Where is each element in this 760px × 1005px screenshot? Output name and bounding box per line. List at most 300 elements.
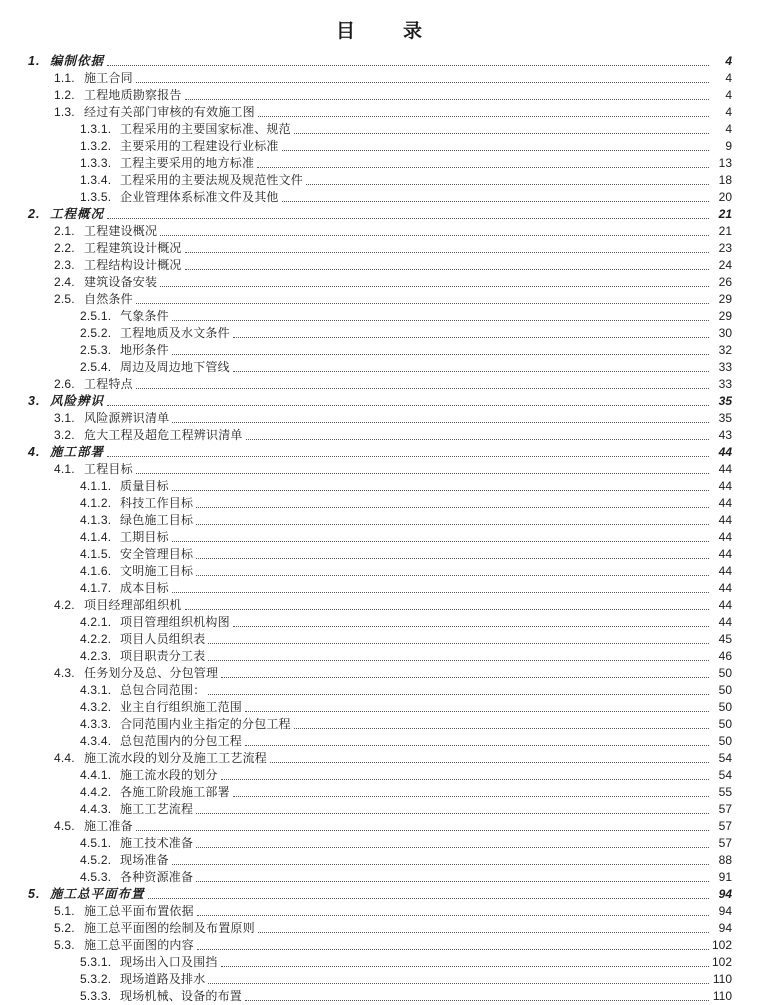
toc-entry[interactable] — [28, 87, 732, 104]
toc-entry[interactable] — [28, 376, 732, 393]
toc-entry-number: 2.1. — [54, 224, 75, 238]
toc-entry-label — [54, 104, 255, 121]
toc-entry[interactable] — [28, 53, 732, 70]
toc-leader-dots — [221, 957, 709, 967]
toc-entry-page: 54 — [718, 768, 732, 782]
toc-entry[interactable] — [28, 206, 732, 223]
toc-leader-dots — [221, 770, 709, 780]
toc-entry[interactable] — [28, 563, 732, 580]
toc-entry-number: 4.1.6. — [80, 564, 112, 578]
toc-entry-number: 1.2. — [54, 88, 75, 102]
toc-entry-title: 文明施工目标 — [120, 564, 194, 578]
toc-entry-label — [54, 665, 218, 682]
toc-entry-number: 1.3.3. — [80, 156, 112, 170]
toc-leader-dots — [185, 260, 709, 270]
toc-entry-page: 21 — [718, 207, 732, 221]
toc-entry-label — [80, 614, 230, 631]
toc-entry-number: 4. — [28, 445, 41, 459]
toc-entry-title: 业主自行组织施工范围 — [120, 700, 243, 714]
toc-leader-dots — [282, 141, 709, 151]
toc-entry-label — [54, 291, 133, 308]
toc-entry-label — [54, 461, 133, 478]
toc-entry-page: 91 — [718, 870, 732, 884]
toc-entry[interactable] — [28, 240, 732, 257]
toc-leader-dots — [172, 345, 709, 355]
toc-entry-number: 2.4. — [54, 275, 75, 289]
toc-entry[interactable] — [28, 393, 732, 410]
toc-entry[interactable] — [28, 716, 732, 733]
toc-entry[interactable] — [28, 444, 732, 461]
toc-entry-label — [80, 478, 169, 495]
toc-entry[interactable] — [28, 767, 732, 784]
toc-entry-page: 94 — [718, 921, 732, 935]
toc-entry-label — [80, 155, 254, 172]
toc-entry-title: 现场准备 — [120, 853, 169, 867]
toc-leader-dots — [245, 702, 709, 712]
toc-entry-title: 各种资源准备 — [120, 870, 194, 884]
toc-leader-dots — [107, 56, 709, 66]
toc-leader-dots — [257, 158, 709, 168]
toc-entry-title: 危大工程及超危工程辨识清单 — [84, 428, 243, 442]
toc-entry-number: 1. — [28, 54, 41, 68]
toc-leader-dots — [107, 209, 709, 219]
toc-entry[interactable] — [28, 70, 732, 87]
toc-entry[interactable] — [28, 937, 732, 954]
toc-entry-number: 5.2. — [54, 921, 75, 935]
toc-entry[interactable] — [28, 852, 732, 869]
toc-entry-page: 35 — [718, 394, 732, 408]
toc-entry-title: 主要采用的工程建设行业标准 — [120, 139, 279, 153]
toc-entry-page: 9 — [725, 139, 732, 153]
toc-leader-dots — [136, 294, 709, 304]
toc-entry-title: 绿色施工目标 — [120, 513, 194, 527]
toc-entry-number: 4.4.3. — [80, 802, 112, 816]
toc-entry-label — [54, 240, 182, 257]
toc-entry-label — [54, 376, 133, 393]
toc-entry[interactable] — [28, 580, 732, 597]
toc-entry-page: 55 — [718, 785, 732, 799]
toc-leader-dots — [107, 447, 709, 457]
toc-entry-number: 4.4. — [54, 751, 75, 765]
toc-entry-page: 21 — [718, 224, 732, 238]
toc-leader-dots — [172, 311, 709, 321]
toc-entry-label — [80, 852, 169, 869]
toc-leader-dots — [306, 175, 709, 185]
toc-entry-page: 94 — [718, 904, 732, 918]
toc-entry-page: 50 — [718, 666, 732, 680]
toc-leader-dots — [196, 838, 709, 848]
toc-entry-page: 13 — [718, 156, 732, 170]
toc-entry-title: 施工部署 — [50, 445, 105, 459]
toc-leader-dots — [233, 617, 709, 627]
toc-entry-number: 4.2.1. — [80, 615, 112, 629]
toc-entry[interactable] — [28, 359, 732, 376]
toc-entry-title: 建筑设备安装 — [84, 275, 158, 289]
toc-entry[interactable] — [28, 920, 732, 937]
toc-entry-label — [54, 410, 169, 427]
toc-entry-title: 现场出入口及围挡 — [120, 955, 218, 969]
toc-entry-number: 2.2. — [54, 241, 75, 255]
toc-entry-page: 29 — [718, 292, 732, 306]
toc-entry-label — [80, 784, 230, 801]
toc-entry-page: 30 — [718, 326, 732, 340]
toc-entry-title: 项目管理组织机构图 — [120, 615, 230, 629]
toc-entry-label — [80, 495, 193, 512]
toc-entry-title: 地形条件 — [120, 343, 169, 357]
toc-entry[interactable] — [28, 257, 732, 274]
toc-entry-title: 施工技术准备 — [120, 836, 194, 850]
toc-entry-title: 工期目标 — [120, 530, 169, 544]
toc-leader-dots — [196, 515, 709, 525]
toc-entry-page: 44 — [718, 513, 732, 527]
toc-leader-dots — [246, 430, 709, 440]
toc-entry-number: 5.3.3. — [80, 989, 112, 1003]
toc-entry-label — [54, 597, 182, 614]
toc-entry-number: 4.4.2. — [80, 785, 112, 799]
toc-entry[interactable] — [28, 274, 732, 291]
toc-entry-page: 44 — [718, 547, 732, 561]
toc-entry-title: 项目职责分工表 — [120, 649, 206, 663]
toc-entry-number: 5.3. — [54, 938, 75, 952]
toc-entry-title: 工程采用的主要法规及规范性文件 — [120, 173, 304, 187]
toc-entry[interactable] — [28, 665, 732, 682]
toc-entry-label — [80, 699, 242, 716]
toc-entry-title: 施工流水段的划分 — [120, 768, 218, 782]
toc-entry-number: 2. — [28, 207, 41, 221]
toc-entry-label — [80, 529, 169, 546]
toc-entry-label — [54, 70, 133, 87]
toc-entry-page: 54 — [718, 751, 732, 765]
toc-entry-number: 4.2.2. — [80, 632, 112, 646]
toc-entry-page: 4 — [725, 105, 732, 119]
toc-entry-page: 50 — [718, 700, 732, 714]
toc-entry-label — [80, 121, 291, 138]
toc-entry-page: 46 — [718, 649, 732, 663]
toc-entry-page: 50 — [718, 683, 732, 697]
toc-entry[interactable] — [28, 835, 732, 852]
toc-leader-dots — [185, 243, 709, 253]
toc-leader-dots — [196, 549, 709, 559]
toc-entry-title: 气象条件 — [120, 309, 169, 323]
toc-entry-title: 质量目标 — [120, 479, 169, 493]
toc-entry-title: 工程概况 — [50, 207, 105, 221]
toc-entry-number: 5.1. — [54, 904, 75, 918]
toc-leader-dots — [258, 923, 709, 933]
toc-entry-number: 2.5.3. — [80, 343, 112, 357]
toc-entry-label — [80, 988, 242, 1005]
toc-entry[interactable] — [28, 529, 732, 546]
toc-entry-page: 102 — [711, 938, 732, 952]
toc-entry-title: 工程地质及水文条件 — [120, 326, 230, 340]
toc-entry-title: 任务划分及总、分包管理 — [84, 666, 219, 680]
toc-entry-label — [80, 648, 205, 665]
toc-entry-label — [80, 835, 193, 852]
toc-entry-label — [80, 767, 218, 784]
toc-entry-label — [80, 172, 303, 189]
toc-entry-title: 施工工艺流程 — [120, 802, 194, 816]
toc-entry-page: 44 — [718, 615, 732, 629]
toc-entry-title: 施工总平面图的绘制及布置原则 — [84, 921, 255, 935]
toc-entry-label — [80, 682, 205, 699]
toc-entry-number: 4.3. — [54, 666, 75, 680]
toc-entry[interactable] — [28, 750, 732, 767]
toc-leader-dots — [208, 685, 709, 695]
toc-entry-number: 4.2. — [54, 598, 75, 612]
toc-leader-dots — [245, 991, 709, 1001]
toc-entry-page: 88 — [718, 853, 732, 867]
table-of-contents — [28, 53, 732, 1005]
toc-entry[interactable] — [28, 189, 732, 206]
toc-leader-dots — [197, 906, 709, 916]
toc-leader-dots — [107, 396, 709, 406]
toc-entry-number: 5.3.1. — [80, 955, 112, 969]
toc-entry[interactable] — [28, 512, 732, 529]
toc-entry[interactable] — [28, 614, 732, 631]
toc-entry[interactable] — [28, 410, 732, 427]
toc-leader-dots — [233, 328, 709, 338]
toc-entry-number: 4.3.2. — [80, 700, 112, 714]
toc-entry-page: 33 — [718, 360, 732, 374]
toc-entry[interactable] — [28, 971, 732, 988]
toc-leader-dots — [196, 804, 709, 814]
toc-entry[interactable] — [28, 546, 732, 563]
toc-leader-dots — [172, 583, 709, 593]
toc-entry[interactable] — [28, 903, 732, 920]
toc-entry-number: 1.3.4. — [80, 173, 112, 187]
toc-entry-title: 工程特点 — [84, 377, 133, 391]
toc-entry[interactable] — [28, 954, 732, 971]
toc-entry-title: 项目人员组织表 — [120, 632, 206, 646]
toc-entry-number: 4.1.3. — [80, 513, 112, 527]
toc-entry-title: 施工合同 — [84, 71, 133, 85]
toc-entry-page: 50 — [718, 734, 732, 748]
toc-entry-number: 4.5.3. — [80, 870, 112, 884]
toc-entry-number: 2.5. — [54, 292, 75, 306]
toc-entry[interactable] — [28, 291, 732, 308]
toc-entry-page: 44 — [718, 598, 732, 612]
toc-entry-title: 工程主要采用的地方标准 — [120, 156, 255, 170]
toc-entry[interactable] — [28, 988, 732, 1005]
toc-entry-number: 4.1. — [54, 462, 75, 476]
toc-entry-label — [54, 920, 255, 937]
toc-leader-dots — [196, 498, 709, 508]
toc-entry-number: 5.3.2. — [80, 972, 112, 986]
toc-entry[interactable] — [28, 784, 732, 801]
toc-entry[interactable] — [28, 597, 732, 614]
toc-entry-label — [28, 206, 104, 223]
toc-entry[interactable] — [28, 223, 732, 240]
toc-entry-page: 102 — [711, 955, 732, 969]
toc-entry-label — [80, 359, 230, 376]
toc-entry-title: 周边及周边地下管线 — [120, 360, 230, 374]
toc-leader-dots — [233, 787, 709, 797]
toc-leader-dots — [160, 277, 709, 287]
toc-entry-number: 3. — [28, 394, 41, 408]
toc-entry-page: 18 — [718, 173, 732, 187]
toc-entry-page: 44 — [718, 530, 732, 544]
toc-entry-label — [80, 631, 205, 648]
toc-entry-page: 44 — [718, 462, 732, 476]
toc-entry-label — [54, 818, 133, 835]
toc-entry-title: 施工总平面布置 — [50, 887, 145, 901]
toc-entry-number: 4.1.4. — [80, 530, 112, 544]
toc-entry-label — [80, 716, 291, 733]
toc-entry[interactable] — [28, 427, 732, 444]
toc-entry-page: 35 — [718, 411, 732, 425]
toc-leader-dots — [221, 668, 709, 678]
toc-entry-label — [28, 444, 104, 461]
toc-entry-title: 总包合同范围： — [120, 683, 206, 697]
toc-entry-label — [54, 257, 182, 274]
toc-leader-dots — [196, 566, 709, 576]
toc-entry-label — [54, 87, 182, 104]
toc-entry[interactable] — [28, 155, 732, 172]
toc-leader-dots — [208, 974, 709, 984]
toc-entry-title: 自然条件 — [84, 292, 133, 306]
toc-entry[interactable] — [28, 495, 732, 512]
toc-leader-dots — [172, 413, 709, 423]
toc-leader-dots — [172, 855, 709, 865]
page-title-right: 录 — [403, 20, 425, 42]
toc-leader-dots — [136, 464, 709, 474]
toc-entry-label — [54, 937, 194, 954]
toc-entry[interactable] — [28, 818, 732, 835]
toc-entry-label — [80, 801, 193, 818]
toc-entry-title: 施工流水段的划分及施工工艺流程 — [84, 751, 268, 765]
toc-leader-dots — [208, 634, 709, 644]
toc-entry[interactable] — [28, 648, 732, 665]
toc-leader-dots — [172, 532, 709, 542]
toc-entry-number: 4.2.3. — [80, 649, 112, 663]
toc-entry-page: 50 — [718, 717, 732, 731]
toc-entry[interactable] — [28, 104, 732, 121]
toc-leader-dots — [185, 600, 709, 610]
toc-entry-label — [80, 138, 279, 155]
toc-entry-title: 工程地质勘察报告 — [84, 88, 182, 102]
toc-entry-page: 32 — [718, 343, 732, 357]
toc-entry-label — [54, 427, 243, 444]
toc-entry-page: 57 — [718, 819, 732, 833]
toc-entry[interactable] — [28, 342, 732, 359]
toc-entry-label — [80, 733, 242, 750]
toc-entry-page: 44 — [718, 445, 732, 459]
toc-entry-title: 工程建筑设计概况 — [84, 241, 182, 255]
toc-entry-label — [80, 325, 230, 342]
toc-entry-title: 工程目标 — [84, 462, 133, 476]
toc-leader-dots — [233, 362, 709, 372]
toc-entry-number: 4.1.7. — [80, 581, 112, 595]
toc-entry[interactable] — [28, 461, 732, 478]
toc-leader-dots — [136, 821, 709, 831]
toc-entry-number: 2.5.4. — [80, 360, 112, 374]
toc-entry-label — [80, 869, 193, 886]
toc-entry-page: 24 — [718, 258, 732, 272]
toc-entry-label — [80, 546, 193, 563]
toc-leader-dots — [245, 736, 709, 746]
toc-entry-number: 4.1.1. — [80, 479, 112, 493]
toc-entry-label — [80, 342, 169, 359]
toc-entry-title: 工程结构设计概况 — [84, 258, 182, 272]
toc-entry-label — [80, 580, 169, 597]
toc-entry-title: 合同范围内业主指定的分包工程 — [120, 717, 291, 731]
toc-entry-number: 4.1.2. — [80, 496, 112, 510]
toc-entry-number: 2.3. — [54, 258, 75, 272]
toc-entry[interactable] — [28, 682, 732, 699]
toc-entry-page: 94 — [718, 887, 732, 901]
toc-entry[interactable] — [28, 138, 732, 155]
toc-entry-page: 44 — [718, 564, 732, 578]
toc-entry-number: 4.5.1. — [80, 836, 112, 850]
toc-entry-title: 总包范围内的分包工程 — [120, 734, 243, 748]
toc-entry-page: 57 — [718, 802, 732, 816]
toc-entry-page: 4 — [725, 54, 732, 68]
toc-entry-number: 4.3.3. — [80, 717, 112, 731]
toc-entry-number: 2.5.1. — [80, 309, 112, 323]
toc-entry-label — [54, 750, 267, 767]
toc-entry-page: 23 — [718, 241, 732, 255]
toc-entry[interactable] — [28, 733, 732, 750]
toc-entry-label — [80, 512, 193, 529]
toc-entry[interactable] — [28, 121, 732, 138]
toc-entry-title: 各施工阶段施工部署 — [120, 785, 230, 799]
toc-entry-number: 4.3.1. — [80, 683, 112, 697]
toc-leader-dots — [294, 124, 709, 134]
toc-entry-number: 4.1.5. — [80, 547, 112, 561]
toc-entry-number: 3.1. — [54, 411, 75, 425]
toc-entry-label — [54, 274, 157, 291]
toc-entry[interactable] — [28, 699, 732, 716]
toc-entry-page: 44 — [718, 581, 732, 595]
toc-leader-dots — [208, 651, 709, 661]
page-title — [28, 16, 732, 43]
toc-leader-dots — [136, 379, 709, 389]
toc-entry-number: 5. — [28, 887, 41, 901]
toc-entry-number: 1.3.1. — [80, 122, 112, 136]
toc-leader-dots — [160, 226, 709, 236]
toc-entry-title: 成本目标 — [120, 581, 169, 595]
toc-leader-dots — [172, 481, 709, 491]
toc-entry-page: 20 — [718, 190, 732, 204]
toc-entry[interactable] — [28, 801, 732, 818]
toc-entry-label — [80, 971, 205, 988]
toc-entry[interactable] — [28, 869, 732, 886]
toc-entry-title: 安全管理目标 — [120, 547, 194, 561]
toc-entry[interactable] — [28, 886, 732, 903]
toc-entry-title: 经过有关部门审核的有效施工图 — [84, 105, 255, 119]
toc-entry[interactable] — [28, 631, 732, 648]
toc-entry-page: 4 — [725, 88, 732, 102]
toc-entry[interactable] — [28, 478, 732, 495]
toc-entry-title: 施工总平面布置依据 — [84, 904, 194, 918]
toc-entry-label — [80, 308, 169, 325]
toc-entry-number: 4.3.4. — [80, 734, 112, 748]
toc-entry-title: 现场道路及排水 — [120, 972, 206, 986]
toc-entry-page: 43 — [718, 428, 732, 442]
toc-entry-number: 1.1. — [54, 71, 75, 85]
toc-entry[interactable] — [28, 325, 732, 342]
toc-entry-title: 科技工作目标 — [120, 496, 194, 510]
toc-entry-label — [54, 903, 194, 920]
toc-entry-page: 33 — [718, 377, 732, 391]
toc-entry-page: 26 — [718, 275, 732, 289]
toc-entry-title: 施工准备 — [84, 819, 133, 833]
toc-leader-dots — [197, 940, 709, 950]
toc-entry[interactable] — [28, 308, 732, 325]
toc-entry[interactable] — [28, 172, 732, 189]
toc-entry-number: 1.3.5. — [80, 190, 112, 204]
toc-entry-number: 3.2. — [54, 428, 75, 442]
toc-leader-dots — [148, 889, 709, 899]
